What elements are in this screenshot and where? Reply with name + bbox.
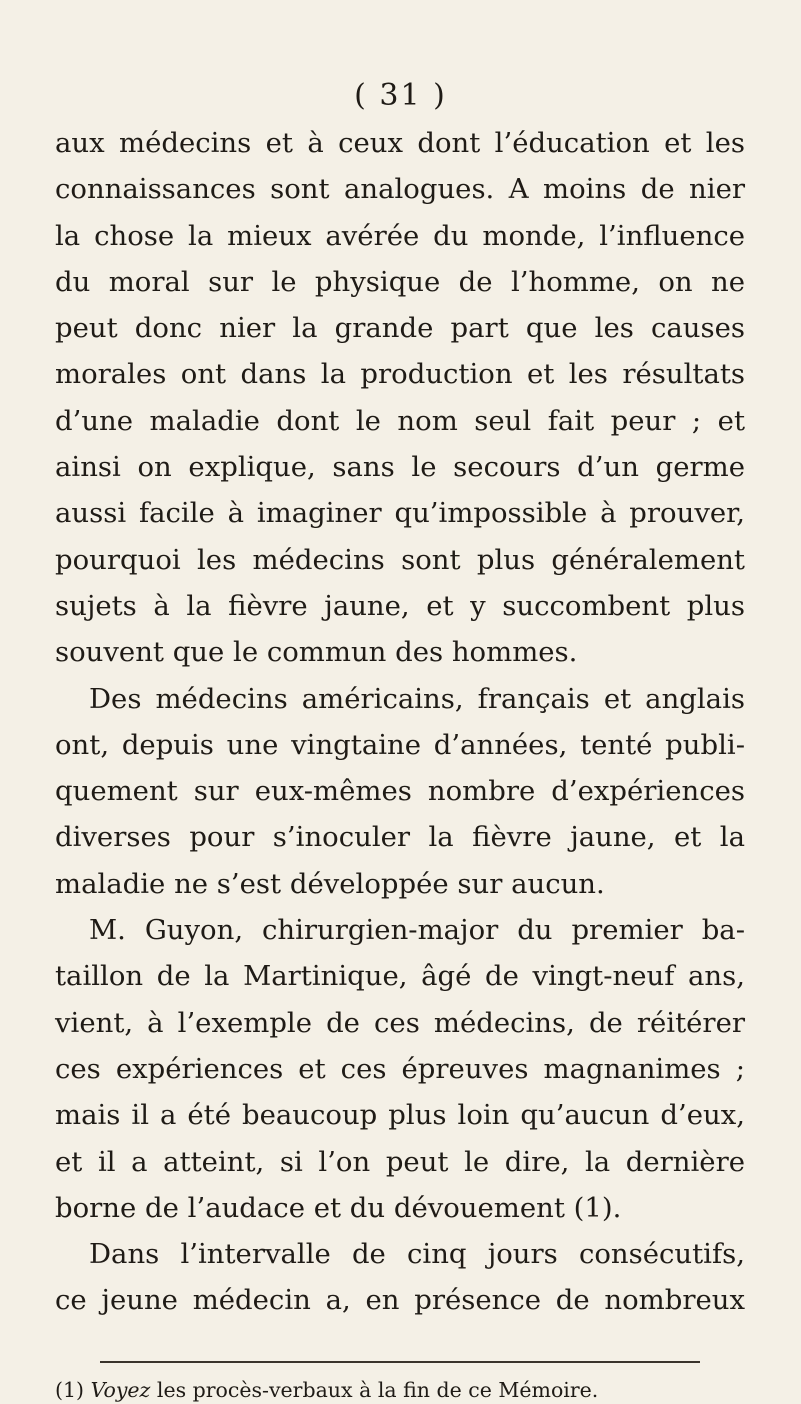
text-line: d’une maladie dont le nom seul fait peur ; et xyxy=(55,404,745,437)
footnote-marker: (1) xyxy=(55,1378,85,1402)
footnote-divider xyxy=(100,1361,700,1363)
text-line: M. Guyon, chirurgien-major du premier ba- xyxy=(89,914,745,947)
text-line: aux médecins et à ceux dont l’éducation et les xyxy=(55,127,745,159)
text-line: borne de l’audace et du dévouement (1). xyxy=(55,1191,622,1224)
footnote xyxy=(55,1376,598,1404)
text-line: morales ont dans la production et les résultats xyxy=(55,358,745,391)
text-line: connaissances sont analogues. A moins de nier xyxy=(55,173,745,206)
text-line: mais il a été beaucoup plus loin qu’aucun d’eux, xyxy=(55,1099,745,1132)
text-line: maladie ne s’est développée sur aucun. xyxy=(55,867,605,900)
footnote-italic-word: Voyez xyxy=(90,1378,151,1402)
text-line: du moral sur le physique de l’homme, on ne xyxy=(55,265,745,298)
text-line: souvent que le commun des hommes. xyxy=(55,636,578,669)
text-line: Dans l’intervalle de cinq jours consécutifs, xyxy=(89,1238,745,1271)
text-line: aussi facile à imaginer qu’impossible à prouver, xyxy=(55,497,745,530)
text-line: quement sur eux-mêmes nombre d’expériences xyxy=(55,775,745,808)
text-line: ces expériences et ces épreuves magnanimes ; xyxy=(55,1052,745,1085)
text-line: vient, à l’exemple de ces médecins, de réitérer xyxy=(55,1006,745,1039)
body-text xyxy=(55,120,745,1324)
text-line: taillon de la Martinique, âgé de vingt-neuf ans, xyxy=(55,960,745,993)
page-number: ( 31 ) xyxy=(354,78,447,113)
text-line: ce jeune médecin a, en présence de nombreux xyxy=(55,1284,745,1317)
text-line: diverses pour s’inoculer la fièvre jaune, et la xyxy=(55,821,745,854)
text-line: et il a atteint, si l’on peut le dire, la dernière xyxy=(55,1145,745,1178)
text-line: ainsi on explique, sans le secours d’un germe xyxy=(55,451,745,484)
text-line: Des médecins américains, français et anglais xyxy=(89,682,745,715)
text-line: peut donc nier la grande part que les causes xyxy=(55,312,745,345)
text-line: pourquoi les médecins sont plus généralement xyxy=(55,543,745,576)
text-line: la chose la mieux avérée du monde, l’influence xyxy=(55,219,745,252)
text-line: ont, depuis une vingtaine d’années, tenté publi- xyxy=(55,728,745,761)
footnote-text: les procès-verbaux à la fin de ce Mémoire. xyxy=(156,1378,599,1402)
text-line: sujets à la fièvre jaune, et y succombent plus xyxy=(55,589,745,622)
